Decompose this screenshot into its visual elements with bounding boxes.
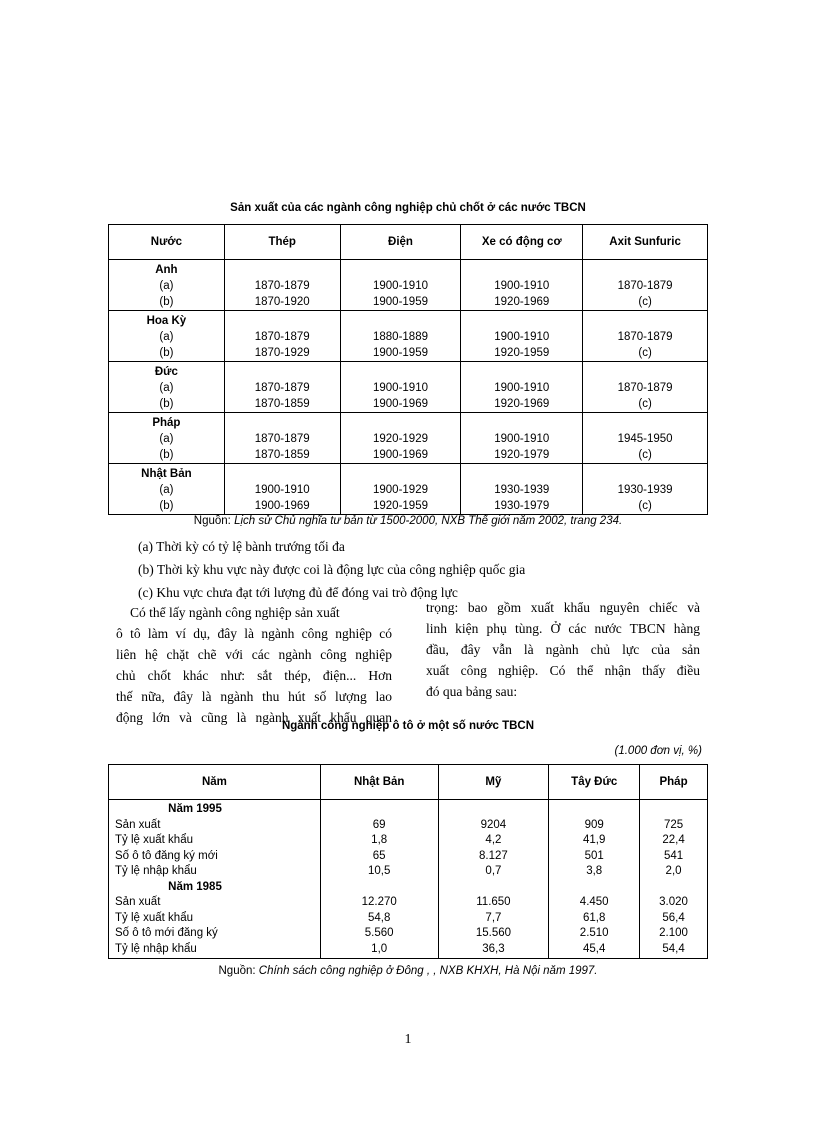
value-column xyxy=(549,800,640,959)
period-value: 1930-1979 xyxy=(494,500,550,512)
period-value: 1900-1910 xyxy=(372,382,428,394)
period-value: (c) xyxy=(638,347,652,359)
table-value: 56,4 xyxy=(662,911,685,924)
period-cell xyxy=(224,362,340,413)
header-japan: Nhật Bản xyxy=(320,765,438,800)
page-number: 1 xyxy=(404,1032,412,1047)
period-cell xyxy=(461,311,583,362)
period-value: 1870-1929 xyxy=(254,347,310,359)
period-cell xyxy=(224,311,340,362)
period-cell xyxy=(340,362,461,413)
table-value: 65 xyxy=(372,849,386,862)
table-value: 61,8 xyxy=(583,911,606,924)
automobile-industry-table xyxy=(108,764,708,959)
period-label: (a) xyxy=(159,433,174,445)
period-value: 1920-1959 xyxy=(494,347,550,359)
header-west-germany: Tây Đức xyxy=(549,765,640,800)
table1-country-group xyxy=(109,362,708,413)
period-value: 1920-1979 xyxy=(494,449,550,461)
table1-header-row xyxy=(109,225,708,260)
period-label: (b) xyxy=(159,500,174,512)
period-value: 1945-1950 xyxy=(617,433,673,445)
header-electricity: Điện xyxy=(340,225,461,260)
paragraph-line: trọng: bao gồm xuất khẩu nguyên chiếc và xyxy=(426,600,700,615)
period-value: 1870-1879 xyxy=(254,280,310,292)
table-value: 15.560 xyxy=(475,927,512,939)
table-value: 36,3 xyxy=(482,942,505,955)
table-value: 909 xyxy=(584,818,604,831)
period-value: 1920-1959 xyxy=(372,500,428,512)
period-cell xyxy=(340,413,461,464)
period-label: (b) xyxy=(159,347,174,359)
period-value: 1870-1879 xyxy=(617,280,673,292)
note-b: (b) Thời kỳ khu vực này được coi là động lực của công nghiệp quốc gia xyxy=(138,562,526,577)
table-value: 54,4 xyxy=(662,942,685,955)
period-value: (c) xyxy=(638,449,652,461)
period-value: 1870-1879 xyxy=(617,382,673,394)
period-cell xyxy=(340,311,461,362)
period-value: 1900-1959 xyxy=(372,347,428,359)
period-value: 1870-1879 xyxy=(254,331,310,343)
table1-source-title: Lịch sử Chủ nghĩa tư bản từ 1500-2000, NXB Thế giới năm 2002, trang 234. xyxy=(234,515,623,527)
country-cell xyxy=(109,413,225,464)
period-value: 1900-1959 xyxy=(372,296,428,308)
period-value: 1920-1969 xyxy=(494,398,550,410)
period-value: 1900-1910 xyxy=(494,433,550,445)
table-value: 22,4 xyxy=(662,834,685,846)
table2-header-row xyxy=(109,765,708,800)
row-label: Tỷ lệ nhập khẩu xyxy=(115,942,197,955)
country-name: Đức xyxy=(154,366,178,378)
table-value: 7,7 xyxy=(485,911,502,924)
paragraph-line: liên hệ chặt chẽ với các ngành công nghiệp xyxy=(116,647,392,662)
table-value: 1,8 xyxy=(371,834,388,846)
value-column xyxy=(320,800,438,959)
table-value: 4,2 xyxy=(485,834,502,846)
period-label: (b) xyxy=(159,449,174,461)
paragraph-left xyxy=(116,602,392,728)
period-cell xyxy=(583,311,708,362)
row-label: Tỷ lệ xuất khẩu xyxy=(115,834,193,846)
header-country: Nước xyxy=(109,225,225,260)
paragraph-line: xuất công nghiệp. Có thể nhận thấy điều xyxy=(426,663,700,678)
table1-country-group xyxy=(109,311,708,362)
row-label: Sản xuất xyxy=(115,818,161,831)
table-value: 1,0 xyxy=(371,942,388,955)
table1-title: Sản xuất của các ngành công nghiệp chủ chốt ở các nước TBCN xyxy=(230,202,586,214)
period-cell xyxy=(224,260,340,311)
table-value: 3.020 xyxy=(659,896,688,908)
period-cell xyxy=(340,464,461,515)
country-cell xyxy=(109,260,225,311)
header-year: Năm xyxy=(109,765,321,800)
row-label: Số ô tô đăng ký mới xyxy=(115,849,218,862)
country-name: Hoa Kỳ xyxy=(146,315,187,327)
period-cell xyxy=(583,464,708,515)
period-value: 1900-1969 xyxy=(372,398,428,410)
table-value: 3,8 xyxy=(586,865,603,877)
period-cell xyxy=(583,413,708,464)
period-value: 1920-1929 xyxy=(372,433,428,445)
table-value: 5.560 xyxy=(364,927,394,939)
table-value: 10,5 xyxy=(367,865,391,877)
table-value: 9204 xyxy=(480,818,507,831)
year-heading: Năm 1995 xyxy=(168,803,222,815)
table-value: 2.100 xyxy=(659,927,688,939)
period-label: (a) xyxy=(159,280,174,292)
period-value: 1930-1939 xyxy=(494,484,550,496)
period-value: 1880-1889 xyxy=(372,331,428,343)
country-name: Nhật Bản xyxy=(141,468,192,480)
paragraph-line: đó qua bảng sau: xyxy=(426,684,518,699)
period-value: 1870-1859 xyxy=(254,449,310,461)
period-value: 1870-1879 xyxy=(617,331,673,343)
period-label: (b) xyxy=(159,398,174,410)
table2-source-title: Chính sách công nghiệp ở Đông , , NXB KHXH, Hà Nội năm 1997. xyxy=(258,965,598,977)
period-value: 1930-1939 xyxy=(617,484,673,496)
table-value: 2.510 xyxy=(579,927,609,939)
period-cell xyxy=(461,464,583,515)
period-cell xyxy=(461,260,583,311)
period-cell xyxy=(583,260,708,311)
header-sulfuric-acid: Axit Sunfuric xyxy=(583,225,708,260)
country-name: Pháp xyxy=(152,417,181,429)
period-value: 1870-1879 xyxy=(254,382,310,394)
row-label: Sản xuất xyxy=(115,896,161,908)
period-value: (c) xyxy=(638,296,652,308)
table-value: 69 xyxy=(372,818,386,831)
period-value: 1920-1969 xyxy=(494,296,550,308)
industry-periods-table xyxy=(108,224,708,515)
period-value: (c) xyxy=(638,500,652,512)
note-c: (c) Khu vực chưa đạt tới lượng đủ để đóng vai trò động lực xyxy=(138,585,458,600)
note-a: (a) Thời kỳ có tỷ lệ bành trướng tối đa xyxy=(138,539,345,554)
table-value: 45,4 xyxy=(583,942,606,955)
table-value: 0,7 xyxy=(485,865,502,877)
country-cell xyxy=(109,464,225,515)
paragraph-line: chủ chốt khác như: sắt thép, điện... Hơn xyxy=(116,668,392,683)
period-value: 1900-1910 xyxy=(372,280,428,292)
period-value: 1900-1929 xyxy=(372,484,428,496)
period-value: 1900-1910 xyxy=(494,382,550,394)
table2-title: Ngành công nghiệp ô tô ở một số nước TBCN xyxy=(281,720,535,732)
row-label: Tỷ lệ nhập khẩu xyxy=(115,865,197,877)
table-value: 725 xyxy=(663,818,684,831)
table1-country-group xyxy=(109,464,708,515)
table1-country-group xyxy=(109,260,708,311)
table-value: 4.450 xyxy=(579,896,609,908)
period-label: (a) xyxy=(159,382,174,394)
country-name: Anh xyxy=(155,264,178,276)
table1-source: Nguồn: Lịch sử Chủ nghĩa tư bản từ 1500-2000, NXB Thế giới năm 2002, trang 234. xyxy=(193,515,623,527)
value-column xyxy=(438,800,549,959)
period-value: 1900-1969 xyxy=(254,500,310,512)
table-value: 12.270 xyxy=(361,896,397,908)
table2-body-row xyxy=(109,800,708,959)
period-cell xyxy=(224,413,340,464)
header-motor-vehicles: Xe có động cơ xyxy=(461,225,583,260)
period-label: (a) xyxy=(159,484,174,496)
period-value: 1900-1969 xyxy=(372,449,428,461)
table2-unit: (1.000 đơn vị, %) xyxy=(614,745,702,757)
row-label: Số ô tô mới đăng ký xyxy=(115,927,218,939)
value-column xyxy=(640,800,708,959)
paragraph-line: ô tô làm ví dụ, đây là ngành công nghiệp có xyxy=(116,626,392,641)
paragraph-line: linh kiện phụ tùng. Ở các nước TBCN hàng xyxy=(426,621,700,636)
table2-source: Nguồn: Chính sách công nghiệp ở Đông , , NXB KHXH, Hà Nội năm 1997. xyxy=(218,965,598,977)
table-value: 11.650 xyxy=(476,896,511,908)
period-label: (a) xyxy=(159,331,174,343)
period-value: 1870-1859 xyxy=(254,398,310,410)
table-value: 2,0 xyxy=(665,865,682,877)
paragraph-line: thế nữa, đây là ngành thu hút số lượng lao xyxy=(116,689,392,704)
period-label: (b) xyxy=(159,296,174,308)
period-value: 1900-1910 xyxy=(254,484,310,496)
country-cell xyxy=(109,311,225,362)
table-value: 54,8 xyxy=(367,911,391,924)
paragraph-line: Có thể lấy ngành công nghiệp sản xuất xyxy=(130,605,340,620)
row-label: Tỷ lệ xuất khẩu xyxy=(115,911,193,924)
table-value: 501 xyxy=(584,849,604,862)
period-value: 1870-1920 xyxy=(254,296,310,308)
period-cell xyxy=(224,464,340,515)
period-cell xyxy=(583,362,708,413)
paragraph-line: đầu, đây vẫn là ngành chủ lực của sản xyxy=(426,642,700,657)
header-steel: Thép xyxy=(224,225,340,260)
country-cell xyxy=(109,362,225,413)
period-value: 1870-1879 xyxy=(254,433,310,445)
table1-country-group xyxy=(109,413,708,464)
row-labels xyxy=(109,800,321,959)
table-value: 41,9 xyxy=(583,834,606,846)
period-cell xyxy=(461,413,583,464)
header-usa: Mỹ xyxy=(438,765,549,800)
paragraph-right xyxy=(426,597,700,702)
header-france: Pháp xyxy=(640,765,708,800)
table-value: 541 xyxy=(663,849,684,862)
period-value: 1900-1910 xyxy=(494,280,550,292)
paragraph-line: động lớn và cũng là ngành xuất khẩu quan xyxy=(116,710,392,725)
period-cell xyxy=(461,362,583,413)
year-heading: Năm 1985 xyxy=(168,880,222,893)
period-cell xyxy=(340,260,461,311)
period-value: (c) xyxy=(638,398,652,410)
table-value: 8.127 xyxy=(479,849,508,862)
period-value: 1900-1910 xyxy=(494,331,550,343)
